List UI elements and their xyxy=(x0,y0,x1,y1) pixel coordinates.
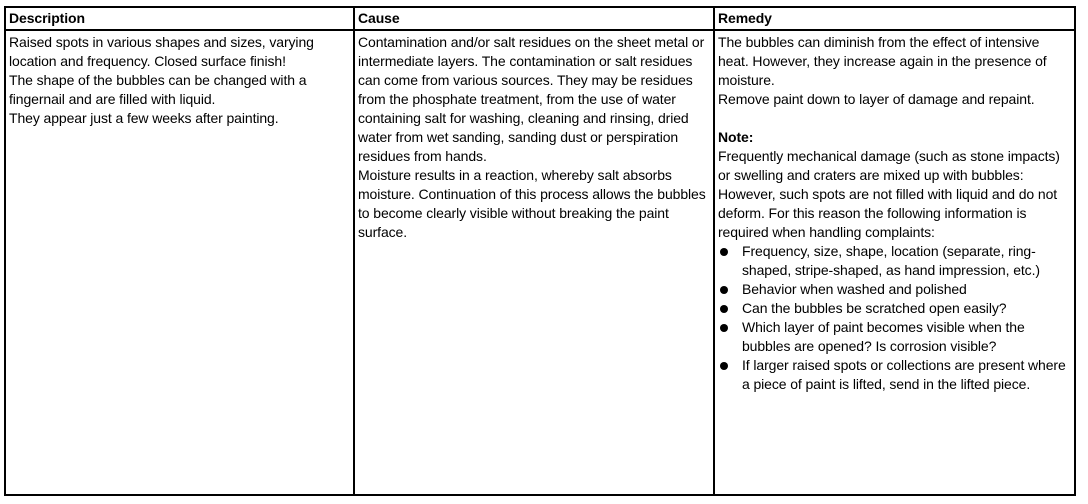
list-item xyxy=(718,280,1071,299)
bullet-icon xyxy=(720,248,728,256)
bullet-icon xyxy=(720,305,728,313)
list-item-text: Behavior when washed and polished xyxy=(742,281,967,297)
description-paragraph: They appear just a few weeks after painting. xyxy=(9,110,279,126)
list-item xyxy=(718,356,1071,394)
description-paragraph: The shape of the bubbles can be changed with a fingernail and are filled with liquid. xyxy=(9,72,307,107)
header-remedy: Remedy xyxy=(714,7,1075,30)
remedy-cell xyxy=(714,30,1075,495)
spacer xyxy=(718,109,1071,128)
description-cell xyxy=(5,30,354,495)
list-item-text: Which layer of paint becomes visible when the bubbles are opened? Is corrosion visible? xyxy=(742,319,1025,354)
cause-paragraph: Moisture results in a reaction, whereby salt absorbs moisture. Continuation of this process allows the bubbles to become clearly visible without breaking the paint surface. xyxy=(358,167,706,240)
note-label: Note: xyxy=(718,129,754,145)
note-paragraph: Frequently mechanical damage (such as stone impacts) or swelling and craters are mixed up with bubbles: xyxy=(718,148,1060,183)
header-cause: Cause xyxy=(354,7,714,30)
cause-paragraph: Contamination and/or salt residues on the sheet metal or intermediate layers. The contamination or salt residues can come from various sources. They may be residues from the phosphate treatment, from the use of water containing salt for washing, cleaning and rinsing, dried water from wet sanding, sanding dust or perspiration residues from hands. xyxy=(358,34,705,164)
header-description: Description xyxy=(5,7,354,30)
bullet-icon xyxy=(720,362,728,370)
list-item xyxy=(718,299,1071,318)
defect-table xyxy=(4,6,1076,496)
bullet-icon xyxy=(720,286,728,294)
list-item-text: Can the bubbles be scratched open easily? xyxy=(742,300,1007,316)
remedy-paragraph: The bubbles can diminish from the effect of intensive heat. However, they increase again in the presence of moisture. xyxy=(718,34,1047,88)
list-item-text: Frequency, size, shape, location (separate, ring-shaped, stripe-shaped, as hand impression, etc.) xyxy=(742,243,1040,278)
header-row xyxy=(5,7,1075,30)
table-row xyxy=(5,30,1075,495)
note-paragraph: However, such spots are not filled with liquid and do not deform. For this reason the following information is required when handling complaints: xyxy=(718,186,1058,240)
list-item-text: If larger raised spots or collections are present where a piece of paint is lifted, send in the lifted piece. xyxy=(742,357,1066,392)
cause-cell xyxy=(354,30,714,495)
remedy-paragraph: Remove paint down to layer of damage and repaint. xyxy=(718,91,1035,107)
list-item xyxy=(718,242,1071,280)
list-item xyxy=(718,318,1071,356)
description-paragraph: Raised spots in various shapes and sizes, varying location and frequency. Closed surface finish! xyxy=(9,34,314,69)
bullet-icon xyxy=(720,324,728,332)
complaint-info-list xyxy=(718,242,1071,394)
